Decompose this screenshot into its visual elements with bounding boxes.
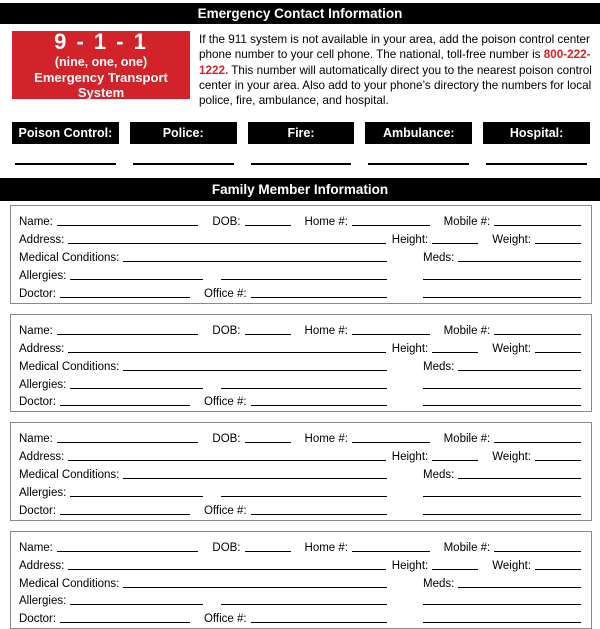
family-member-box [10,531,592,629]
label-poison-control: Poison Control: [12,122,119,144]
police-fill-line[interactable] [130,163,237,165]
member-row-address [19,337,581,355]
allergies-extra-fill-line[interactable] [221,496,387,497]
nine-one-one-subtitle: (nine, one, one) [54,55,148,69]
doctor-fill-line[interactable] [60,514,190,515]
meds-fill-line[interactable] [458,587,581,588]
office-phone-label: Office #: [203,396,247,409]
weight-label: Weight: [492,342,531,355]
office-phone-fill-line[interactable] [251,514,387,515]
emergency-contact-labels [12,122,590,144]
doctor-label: Doctor: [19,396,57,409]
label-hospital: Hospital: [483,122,590,144]
allergies-extra-fill-line[interactable] [221,604,387,605]
address-fill-line[interactable] [68,460,385,461]
name-label: Name: [19,324,53,337]
poison-control-fill-line[interactable] [12,163,119,165]
mobile-phone-fill-line[interactable] [494,442,581,443]
member-row-address [19,445,581,463]
family-member-box [10,205,592,303]
page-title: Emergency Contact Information [197,6,403,21]
medical-conditions-fill-line[interactable] [123,370,387,371]
member-row-name [19,536,581,554]
member-row-name [19,210,581,228]
home-phone-fill-line[interactable] [352,225,430,226]
member-row-allergies [19,373,581,391]
dob-label: DOB: [212,541,241,554]
mobile-phone-label: Mobile #: [443,216,491,229]
height-fill-line[interactable] [432,569,478,570]
dob-label: DOB: [212,216,241,229]
home-phone-label: Home #: [304,433,348,446]
weight-label: Weight: [492,451,531,464]
height-fill-line[interactable] [432,460,478,461]
name-fill-line[interactable] [57,334,199,335]
height-label: Height: [391,234,429,247]
medical-conditions-fill-line[interactable] [123,261,387,262]
member-row-allergies [19,590,581,608]
emergency-contact-fill-lines [12,144,590,165]
office-phone-fill-line[interactable] [251,405,387,406]
meds-extra-fill-line-1[interactable] [423,496,581,497]
member-row-allergies [19,481,581,499]
doctor-label: Doctor: [19,287,57,300]
allergies-fill-line[interactable] [70,496,203,497]
medical-conditions-label: Medical Conditions: [19,577,120,590]
label-ambulance: Ambulance: [365,122,472,144]
intro-section [12,31,592,108]
office-phone-label: Office #: [203,287,247,300]
office-phone-fill-line[interactable] [251,297,387,298]
weight-fill-line[interactable] [535,460,581,461]
poison-control-phone-number: 800-222-1222. [199,48,591,77]
mobile-phone-fill-line[interactable] [494,225,581,226]
dob-label: DOB: [212,433,241,446]
member-row-doctor [19,282,581,300]
meds-extra-fill-line-1[interactable] [423,279,581,280]
dob-fill-line[interactable] [245,551,291,552]
home-phone-fill-line[interactable] [352,551,430,552]
weight-fill-line[interactable] [535,569,581,570]
name-label: Name: [19,433,53,446]
member-row-medical [19,246,581,264]
member-row-doctor [19,391,581,409]
member-row-allergies [19,264,581,282]
address-label: Address: [19,234,65,247]
fire-fill-line[interactable] [248,163,355,165]
allergies-extra-fill-line[interactable] [221,388,387,389]
meds-fill-line[interactable] [458,261,581,262]
label-police: Police: [130,122,237,144]
height-fill-line[interactable] [432,352,478,353]
office-phone-label: Office #: [203,504,247,517]
weight-label: Weight: [492,234,531,247]
family-section-bar [0,178,600,201]
nine-one-one-system: Emergency Transport System [34,70,168,100]
dob-fill-line[interactable] [245,225,291,226]
meds-extra-fill-line-1[interactable] [423,604,581,605]
address-fill-line[interactable] [68,243,385,244]
member-row-address [19,554,581,572]
home-phone-fill-line[interactable] [352,442,430,443]
height-fill-line[interactable] [432,243,478,244]
doctor-fill-line[interactable] [60,297,190,298]
home-phone-label: Home #: [304,216,348,229]
name-fill-line[interactable] [57,551,199,552]
member-row-doctor [19,499,581,517]
member-row-address [19,228,581,246]
meds-extra-fill-line-2[interactable] [423,297,581,298]
allergies-fill-line[interactable] [70,388,203,389]
ambulance-fill-line[interactable] [365,163,472,165]
address-label: Address: [19,342,65,355]
dob-label: DOB: [212,324,241,337]
medical-conditions-label: Medical Conditions: [19,252,120,265]
home-phone-fill-line[interactable] [352,334,430,335]
member-row-medical [19,355,581,373]
home-phone-label: Home #: [304,541,348,554]
allergies-label: Allergies: [19,486,67,499]
name-fill-line[interactable] [57,442,199,443]
address-label: Address: [19,559,65,572]
family-member-box [10,314,592,412]
member-row-name [19,427,581,445]
mobile-phone-label: Mobile #: [443,541,491,554]
doctor-fill-line[interactable] [60,405,190,406]
member-row-name [19,319,581,337]
medical-conditions-fill-line[interactable] [123,478,387,479]
doctor-label: Doctor: [19,613,57,626]
address-fill-line[interactable] [68,569,385,570]
meds-label: Meds: [423,360,455,373]
allergies-fill-line[interactable] [70,279,203,280]
intro-text-before: If the 911 system is not available in your area, add the poison control center phone number to your cell phone. The national, toll-free number is [199,33,590,62]
meds-fill-line[interactable] [458,370,581,371]
mobile-phone-fill-line[interactable] [494,551,581,552]
member-row-medical [19,463,581,481]
weight-fill-line[interactable] [535,243,581,244]
name-label: Name: [19,216,53,229]
dob-fill-line[interactable] [245,334,291,335]
family-member-box [10,422,592,520]
nine-one-one-box [12,31,190,99]
height-label: Height: [391,559,429,572]
allergies-label: Allergies: [19,378,67,391]
allergies-label: Allergies: [19,270,67,283]
allergies-label: Allergies: [19,595,67,608]
meds-extra-fill-line-2[interactable] [423,405,581,406]
allergies-extra-fill-line[interactable] [221,279,387,280]
home-phone-label: Home #: [304,324,348,337]
medical-conditions-label: Medical Conditions: [19,469,120,482]
nine-one-one-number: 9 - 1 - 1 [54,29,148,54]
doctor-label: Doctor: [19,504,57,517]
height-label: Height: [391,342,429,355]
medical-conditions-fill-line[interactable] [123,587,387,588]
hospital-fill-line[interactable] [483,163,590,165]
meds-label: Meds: [423,252,455,265]
address-label: Address: [19,451,65,464]
address-fill-line[interactable] [68,352,385,353]
label-fire: Fire: [248,122,355,144]
weight-fill-line[interactable] [535,352,581,353]
family-members [10,205,592,629]
mobile-phone-label: Mobile #: [443,433,491,446]
meds-extra-fill-line-2[interactable] [423,514,581,515]
intro-paragraph [199,31,592,108]
allergies-fill-line[interactable] [70,604,203,605]
member-row-medical [19,572,581,590]
family-section-title: Family Member Information [211,182,389,198]
meds-label: Meds: [423,469,455,482]
medical-conditions-label: Medical Conditions: [19,360,120,373]
meds-extra-fill-line-1[interactable] [423,388,581,389]
meds-fill-line[interactable] [458,478,581,479]
name-fill-line[interactable] [57,225,199,226]
name-label: Name: [19,541,53,554]
height-label: Height: [391,451,429,464]
intro-text-after: This number will automatically direct you to the nearest poison control center in your area. Also add to your phone’s directory the numbers for local police, fire, ambulance, and hospital. [199,63,592,108]
weight-label: Weight: [492,559,531,572]
mobile-phone-label: Mobile #: [443,324,491,337]
page-title-bar [0,3,600,24]
dob-fill-line[interactable] [245,442,291,443]
meds-label: Meds: [423,577,455,590]
mobile-phone-fill-line[interactable] [494,334,581,335]
office-phone-label: Office #: [203,613,247,626]
